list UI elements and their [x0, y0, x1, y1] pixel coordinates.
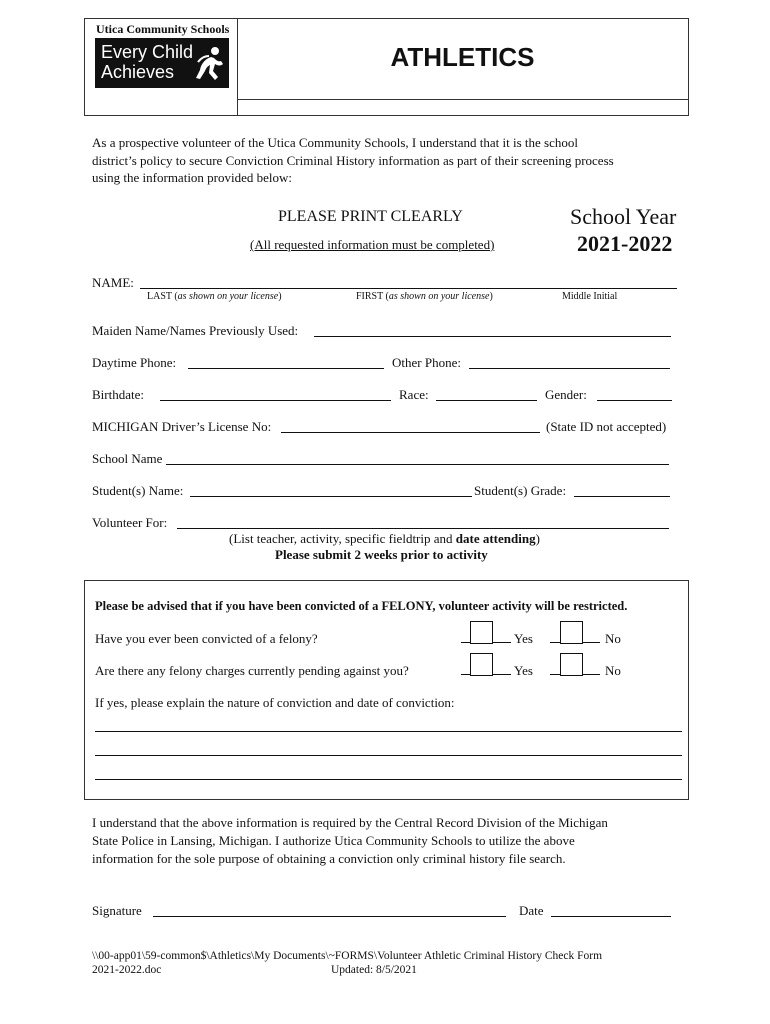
middle-initial-caption: Middle Initial	[562, 291, 618, 302]
logo-line-1: Every Child	[101, 42, 194, 62]
license-field[interactable]	[281, 419, 540, 433]
q1-no-checkbox[interactable]	[560, 621, 583, 644]
footer-file-name: 2021-2022.doc	[92, 964, 162, 976]
last-caption-suffix: )	[278, 291, 282, 302]
required-note: (All requested information must be completed)	[250, 237, 495, 252]
intro-line-3: using the information provided below:	[92, 170, 293, 185]
footer-file-path: \\00-app01\59-common$\Athletics\My Documents\~FORMS\Volunteer Athletic Criminal History Check Form	[92, 950, 603, 962]
gender-field[interactable]	[597, 387, 672, 401]
explain-line-2[interactable]	[95, 742, 682, 756]
volunteer-for-label: Volunteer For:	[92, 515, 168, 530]
first-caption-note: as shown on your license	[388, 291, 490, 302]
q2-no-label: No	[605, 663, 621, 678]
birthdate-field[interactable]	[160, 387, 391, 401]
students-name-field[interactable]	[190, 483, 472, 497]
first-name-caption	[356, 291, 493, 302]
daytime-phone-label: Daytime Phone:	[92, 355, 177, 370]
name-label: NAME:	[92, 275, 134, 290]
date-label: Date	[519, 903, 544, 918]
race-field[interactable]	[436, 387, 537, 401]
race-label: Race:	[399, 387, 429, 402]
school-name-field[interactable]	[166, 451, 669, 465]
first-caption-prefix: FIRST (	[356, 291, 389, 302]
school-year-label: School Year	[570, 204, 677, 229]
name-field[interactable]	[140, 275, 677, 289]
students-name-label: Student(s) Name:	[92, 483, 184, 498]
q1-yes-checkbox[interactable]	[470, 621, 493, 644]
explain-line-3[interactable]	[95, 766, 682, 780]
consent-line-3: information for the sole purpose of obtaining a conviction only criminal history file search.	[92, 851, 566, 866]
school-year-value: 2021-2022	[577, 231, 673, 256]
consent-line-1: I understand that the above information is required by the Central Record Division of the Michigan	[92, 815, 608, 830]
felony-question-1: Have you ever been convicted of a felony?	[95, 631, 318, 646]
school-name-label: School Name	[92, 451, 163, 466]
q2-yes-label: Yes	[514, 663, 533, 678]
q1-yes-label: Yes	[514, 631, 533, 646]
students-grade-field[interactable]	[574, 483, 670, 497]
state-id-note: (State ID not accepted)	[546, 419, 667, 434]
q1-no-label: No	[605, 631, 621, 646]
license-label: MICHIGAN Driver’s License No:	[92, 419, 272, 434]
logo-organization-name: Utica Community Schools	[96, 22, 230, 36]
submit-note: Please submit 2 weeks prior to activity	[275, 547, 488, 562]
maiden-name-field[interactable]	[314, 323, 671, 337]
header-rule	[237, 99, 688, 100]
q2-yes-checkbox[interactable]	[470, 653, 493, 676]
print-clearly-heading: PLEASE PRINT CLEARLY	[278, 208, 463, 225]
felony-question-2: Are there any felony charges currently pending against you?	[95, 663, 409, 678]
first-caption-suffix: )	[489, 291, 493, 302]
birthdate-label: Birthdate:	[92, 387, 144, 402]
other-phone-label: Other Phone:	[392, 355, 461, 370]
intro-line-2: district’s policy to secure Conviction Criminal History information as part of their screening process	[92, 153, 614, 168]
intro-line-1: As a prospective volunteer of the Utica Community Schools, I understand that it is the school	[92, 135, 578, 150]
explain-line-1[interactable]	[95, 718, 682, 732]
last-caption-prefix: LAST (	[147, 291, 178, 302]
felony-advisory: Please be advised that if you have been convicted of a FELONY, volunteer activity will be restricted.	[95, 599, 628, 613]
list-note	[229, 531, 540, 547]
date-field[interactable]	[551, 903, 671, 917]
page-title: ATHLETICS	[390, 42, 535, 72]
logo	[95, 38, 229, 88]
volunteer-for-field[interactable]	[177, 515, 669, 529]
last-name-caption	[147, 291, 282, 302]
explain-prompt: If yes, please explain the nature of conviction and date of conviction:	[95, 695, 455, 710]
list-note-suffix: )	[535, 531, 540, 546]
running-figure-icon	[191, 44, 225, 84]
daytime-phone-field[interactable]	[188, 355, 384, 369]
list-note-bold: date attending	[455, 531, 536, 546]
signature-label: Signature	[92, 903, 142, 918]
logo-text	[101, 42, 193, 82]
signature-field[interactable]	[153, 903, 506, 917]
consent-line-2: State Police in Lansing, Michigan. I authorize Utica Community Schools to utilize the above	[92, 833, 575, 848]
gender-label: Gender:	[545, 387, 587, 402]
logo-line-2: Achieves	[101, 62, 175, 82]
last-caption-note: as shown on your license	[177, 291, 279, 302]
other-phone-field[interactable]	[469, 355, 670, 369]
footer-updated: Updated: 8/5/2021	[331, 964, 417, 976]
q2-no-checkbox[interactable]	[560, 653, 583, 676]
students-grade-label: Student(s) Grade:	[474, 483, 567, 498]
list-note-prefix: (List teacher, activity, specific fieldtrip and	[229, 531, 456, 546]
maiden-name-label: Maiden Name/Names Previously Used:	[92, 323, 299, 338]
